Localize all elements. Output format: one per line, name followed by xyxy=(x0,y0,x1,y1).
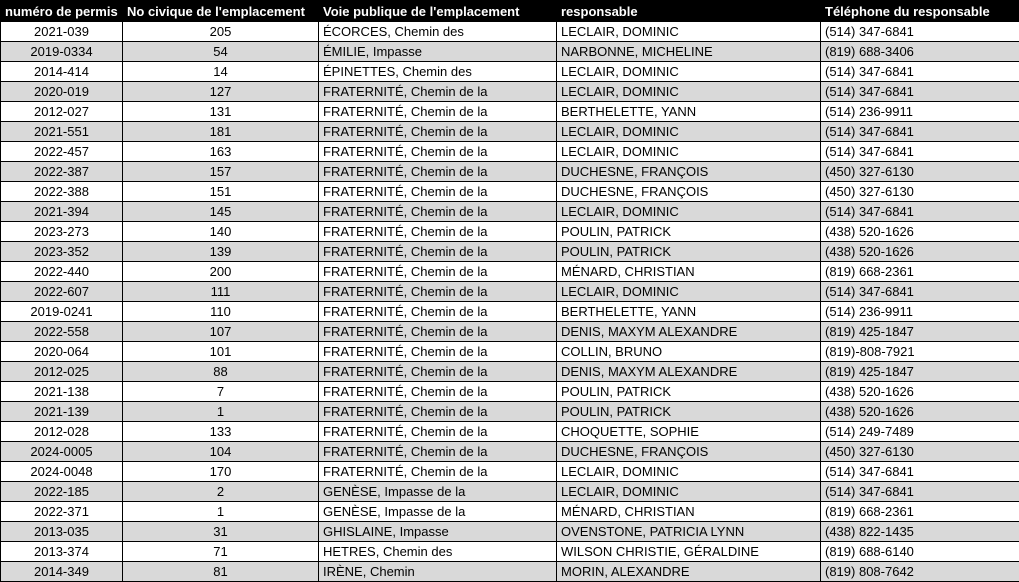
responsible-cell[interactable]: BERTHELETTE, YANN xyxy=(557,302,821,322)
permit-number-cell[interactable]: 2022-558 xyxy=(1,322,123,342)
permit-number-cell[interactable]: 2024-0048 xyxy=(1,462,123,482)
table-header xyxy=(1,1,1019,22)
table-row xyxy=(1,422,1019,442)
permit-number-cell[interactable]: 2022-440 xyxy=(1,262,123,282)
civic-number-cell[interactable]: 139 xyxy=(123,242,319,262)
table-row xyxy=(1,342,1019,362)
civic-number-cell[interactable]: 81 xyxy=(123,562,319,582)
responsible-cell[interactable]: LECLAIR, DOMINIC xyxy=(557,22,821,42)
civic-number-cell[interactable]: 110 xyxy=(123,302,319,322)
responsible-cell[interactable]: POULIN, PATRICK xyxy=(557,222,821,242)
permit-number-cell[interactable]: 2021-039 xyxy=(1,22,123,42)
permit-number-cell[interactable]: 2024-0005 xyxy=(1,442,123,462)
phone-cell[interactable]: (819) 425-1847 xyxy=(821,362,1019,382)
civic-number-cell[interactable]: 127 xyxy=(123,82,319,102)
phone-cell[interactable]: (819) 688-6140 xyxy=(821,542,1019,562)
street-cell[interactable]: GENÈSE, Impasse de la xyxy=(319,482,557,502)
civic-number-cell[interactable]: 14 xyxy=(123,62,319,82)
permit-number-cell[interactable]: 2014-414 xyxy=(1,62,123,82)
civic-number-cell[interactable]: 163 xyxy=(123,142,319,162)
street-cell[interactable]: FRATERNITÉ, Chemin de la xyxy=(319,302,557,322)
phone-cell[interactable]: (514) 347-6841 xyxy=(821,82,1019,102)
responsible-cell[interactable]: MÉNARD, CHRISTIAN xyxy=(557,502,821,522)
table-row xyxy=(1,82,1019,102)
responsible-cell[interactable]: COLLIN, BRUNO xyxy=(557,342,821,362)
table-row xyxy=(1,522,1019,542)
table-row xyxy=(1,142,1019,162)
permit-number-cell[interactable]: 2012-025 xyxy=(1,362,123,382)
civic-number-cell[interactable]: 54 xyxy=(123,42,319,62)
responsible-cell[interactable]: MORIN, ALEXANDRE xyxy=(557,562,821,582)
header-civic-number[interactable]: No civique de l'emplacement xyxy=(123,1,319,22)
street-cell[interactable]: FRATERNITÉ, Chemin de la xyxy=(319,442,557,462)
permit-number-cell[interactable]: 2021-394 xyxy=(1,202,123,222)
permit-number-cell[interactable]: 2013-035 xyxy=(1,522,123,542)
civic-number-cell[interactable]: 157 xyxy=(123,162,319,182)
civic-number-cell[interactable]: 101 xyxy=(123,342,319,362)
permit-number-cell[interactable]: 2023-352 xyxy=(1,242,123,262)
responsible-cell[interactable]: DUCHESNE, FRANÇOIS xyxy=(557,162,821,182)
permit-number-cell[interactable]: 2021-551 xyxy=(1,122,123,142)
street-cell[interactable]: FRATERNITÉ, Chemin de la xyxy=(319,82,557,102)
header-street[interactable]: Voie publique de l'emplacement xyxy=(319,1,557,22)
phone-cell[interactable]: (819) 668-2361 xyxy=(821,502,1019,522)
phone-cell[interactable]: (514) 347-6841 xyxy=(821,22,1019,42)
table-row xyxy=(1,182,1019,202)
civic-number-cell[interactable]: 145 xyxy=(123,202,319,222)
street-cell[interactable]: IRÈNE, Chemin xyxy=(319,562,557,582)
phone-cell[interactable]: (819) 668-2361 xyxy=(821,262,1019,282)
phone-cell[interactable]: (514) 347-6841 xyxy=(821,62,1019,82)
phone-cell[interactable]: (819) 688-3406 xyxy=(821,42,1019,62)
permit-number-cell[interactable]: 2022-388 xyxy=(1,182,123,202)
phone-cell[interactable]: (450) 327-6130 xyxy=(821,182,1019,202)
table-row xyxy=(1,22,1019,42)
street-cell[interactable]: FRATERNITÉ, Chemin de la xyxy=(319,142,557,162)
street-cell[interactable]: FRATERNITÉ, Chemin de la xyxy=(319,362,557,382)
street-cell[interactable]: FRATERNITÉ, Chemin de la xyxy=(319,242,557,262)
responsible-cell[interactable]: NARBONNE, MICHELINE xyxy=(557,42,821,62)
civic-number-cell[interactable]: 181 xyxy=(123,122,319,142)
street-cell[interactable]: FRATERNITÉ, Chemin de la xyxy=(319,182,557,202)
civic-number-cell[interactable]: 205 xyxy=(123,22,319,42)
table-row xyxy=(1,442,1019,462)
header-permit-number[interactable]: numéro de permis xyxy=(1,1,123,22)
street-cell[interactable]: FRATERNITÉ, Chemin de la xyxy=(319,222,557,242)
phone-cell[interactable]: (438) 520-1626 xyxy=(821,382,1019,402)
civic-number-cell[interactable]: 88 xyxy=(123,362,319,382)
civic-number-cell[interactable]: 1 xyxy=(123,502,319,522)
responsible-cell[interactable]: LECLAIR, DOMINIC xyxy=(557,142,821,162)
header-responsible[interactable]: responsable xyxy=(557,1,821,22)
phone-cell[interactable]: (514) 347-6841 xyxy=(821,282,1019,302)
street-cell[interactable]: ÉMILIE, Impasse xyxy=(319,42,557,62)
permit-number-cell[interactable]: 2012-027 xyxy=(1,102,123,122)
phone-cell[interactable]: (514) 347-6841 xyxy=(821,122,1019,142)
street-cell[interactable]: FRATERNITÉ, Chemin de la xyxy=(319,202,557,222)
street-cell[interactable]: HETRES, Chemin des xyxy=(319,542,557,562)
permit-number-cell[interactable]: 2020-019 xyxy=(1,82,123,102)
responsible-cell[interactable]: POULIN, PATRICK xyxy=(557,242,821,262)
street-cell[interactable]: FRATERNITÉ, Chemin de la xyxy=(319,462,557,482)
responsible-cell[interactable]: LECLAIR, DOMINIC xyxy=(557,62,821,82)
permit-number-cell[interactable]: 2022-387 xyxy=(1,162,123,182)
street-cell[interactable]: FRATERNITÉ, Chemin de la xyxy=(319,102,557,122)
header-row xyxy=(1,1,1019,22)
table-row xyxy=(1,402,1019,422)
street-cell[interactable]: FRATERNITÉ, Chemin de la xyxy=(319,262,557,282)
permit-number-cell[interactable]: 2019-0334 xyxy=(1,42,123,62)
street-cell[interactable]: FRATERNITÉ, Chemin de la xyxy=(319,402,557,422)
responsible-cell[interactable]: MÉNARD, CHRISTIAN xyxy=(557,262,821,282)
header-phone[interactable]: Téléphone du responsable xyxy=(821,1,1019,22)
permit-number-cell[interactable]: 2023-273 xyxy=(1,222,123,242)
responsible-cell[interactable]: LECLAIR, DOMINIC xyxy=(557,202,821,222)
street-cell[interactable]: GHISLAINE, Impasse xyxy=(319,522,557,542)
phone-cell[interactable]: (514) 347-6841 xyxy=(821,142,1019,162)
civic-number-cell[interactable]: 111 xyxy=(123,282,319,302)
responsible-cell[interactable]: DENIS, MAXYM ALEXANDRE xyxy=(557,322,821,342)
table-row xyxy=(1,542,1019,562)
phone-cell[interactable]: (514) 249-7489 xyxy=(821,422,1019,442)
table-row xyxy=(1,262,1019,282)
street-cell[interactable]: FRATERNITÉ, Chemin de la xyxy=(319,282,557,302)
table-row xyxy=(1,202,1019,222)
responsible-cell[interactable]: POULIN, PATRICK xyxy=(557,402,821,422)
table-row xyxy=(1,462,1019,482)
civic-number-cell[interactable]: 131 xyxy=(123,102,319,122)
permit-number-cell[interactable]: 2021-138 xyxy=(1,382,123,402)
civic-number-cell[interactable]: 170 xyxy=(123,462,319,482)
street-cell[interactable]: FRATERNITÉ, Chemin de la xyxy=(319,322,557,342)
responsible-cell[interactable]: DUCHESNE, FRANÇOIS xyxy=(557,442,821,462)
phone-cell[interactable]: (438) 520-1626 xyxy=(821,242,1019,262)
permit-number-cell[interactable]: 2014-349 xyxy=(1,562,123,582)
responsible-cell[interactable]: LECLAIR, DOMINIC xyxy=(557,122,821,142)
responsible-cell[interactable]: DUCHESNE, FRANÇOIS xyxy=(557,182,821,202)
phone-cell[interactable]: (819) 425-1847 xyxy=(821,322,1019,342)
phone-cell[interactable]: (819)-808-7921 xyxy=(821,342,1019,362)
table-row xyxy=(1,382,1019,402)
table-row xyxy=(1,282,1019,302)
table-row xyxy=(1,42,1019,62)
responsible-cell[interactable]: LECLAIR, DOMINIC xyxy=(557,462,821,482)
table-row xyxy=(1,322,1019,342)
table-row xyxy=(1,222,1019,242)
responsible-cell[interactable]: OVENSTONE, PATRICIA LYNN xyxy=(557,522,821,542)
responsible-cell[interactable]: LECLAIR, DOMINIC xyxy=(557,482,821,502)
table-row xyxy=(1,502,1019,522)
table-row xyxy=(1,482,1019,502)
civic-number-cell[interactable]: 104 xyxy=(123,442,319,462)
street-cell[interactable]: FRATERNITÉ, Chemin de la xyxy=(319,382,557,402)
phone-cell[interactable]: (514) 347-6841 xyxy=(821,202,1019,222)
phone-cell[interactable]: (438) 520-1626 xyxy=(821,402,1019,422)
civic-number-cell[interactable]: 200 xyxy=(123,262,319,282)
responsible-cell[interactable]: BERTHELETTE, YANN xyxy=(557,102,821,122)
table-row xyxy=(1,162,1019,182)
responsible-cell[interactable]: DENIS, MAXYM ALEXANDRE xyxy=(557,362,821,382)
permit-number-cell[interactable]: 2022-457 xyxy=(1,142,123,162)
street-cell[interactable]: FRATERNITÉ, Chemin de la xyxy=(319,422,557,442)
civic-number-cell[interactable]: 31 xyxy=(123,522,319,542)
responsible-cell[interactable]: LECLAIR, DOMINIC xyxy=(557,82,821,102)
table-row xyxy=(1,562,1019,582)
civic-number-cell[interactable]: 133 xyxy=(123,422,319,442)
table-row xyxy=(1,302,1019,322)
civic-number-cell[interactable]: 2 xyxy=(123,482,319,502)
permit-number-cell[interactable]: 2020-064 xyxy=(1,342,123,362)
civic-number-cell[interactable]: 140 xyxy=(123,222,319,242)
table-body xyxy=(1,22,1019,582)
phone-cell[interactable]: (438) 822-1435 xyxy=(821,522,1019,542)
civic-number-cell[interactable]: 7 xyxy=(123,382,319,402)
responsible-cell[interactable]: CHOQUETTE, SOPHIE xyxy=(557,422,821,442)
street-cell[interactable]: GENÈSE, Impasse de la xyxy=(319,502,557,522)
street-cell[interactable]: FRATERNITÉ, Chemin de la xyxy=(319,342,557,362)
responsible-cell[interactable]: POULIN, PATRICK xyxy=(557,382,821,402)
phone-cell[interactable]: (450) 327-6130 xyxy=(821,442,1019,462)
responsible-cell[interactable]: WILSON CHRISTIE, GÉRALDINE xyxy=(557,542,821,562)
street-cell[interactable]: ÉPINETTES, Chemin des xyxy=(319,62,557,82)
phone-cell[interactable]: (450) 327-6130 xyxy=(821,162,1019,182)
civic-number-cell[interactable]: 71 xyxy=(123,542,319,562)
table-row xyxy=(1,62,1019,82)
civic-number-cell[interactable]: 151 xyxy=(123,182,319,202)
phone-cell[interactable]: (514) 236-9911 xyxy=(821,102,1019,122)
street-cell[interactable]: FRATERNITÉ, Chemin de la xyxy=(319,162,557,182)
permit-number-cell[interactable]: 2021-139 xyxy=(1,402,123,422)
phone-cell[interactable]: (514) 347-6841 xyxy=(821,462,1019,482)
table-row xyxy=(1,122,1019,142)
phone-cell[interactable]: (438) 520-1626 xyxy=(821,222,1019,242)
permit-number-cell[interactable]: 2019-0241 xyxy=(1,302,123,322)
permit-number-cell[interactable]: 2022-185 xyxy=(1,482,123,502)
table-row xyxy=(1,242,1019,262)
table-row xyxy=(1,102,1019,122)
phone-cell[interactable]: (514) 347-6841 xyxy=(821,482,1019,502)
responsible-cell[interactable]: LECLAIR, DOMINIC xyxy=(557,282,821,302)
civic-number-cell[interactable]: 1 xyxy=(123,402,319,422)
street-cell[interactable]: FRATERNITÉ, Chemin de la xyxy=(319,122,557,142)
phone-cell[interactable]: (819) 808-7642 xyxy=(821,562,1019,582)
permit-number-cell[interactable]: 2022-371 xyxy=(1,502,123,522)
street-cell[interactable]: ÉCORCES, Chemin des xyxy=(319,22,557,42)
permit-number-cell[interactable]: 2022-607 xyxy=(1,282,123,302)
permit-number-cell[interactable]: 2013-374 xyxy=(1,542,123,562)
table-row xyxy=(1,362,1019,382)
permit-number-cell[interactable]: 2012-028 xyxy=(1,422,123,442)
civic-number-cell[interactable]: 107 xyxy=(123,322,319,342)
phone-cell[interactable]: (514) 236-9911 xyxy=(821,302,1019,322)
